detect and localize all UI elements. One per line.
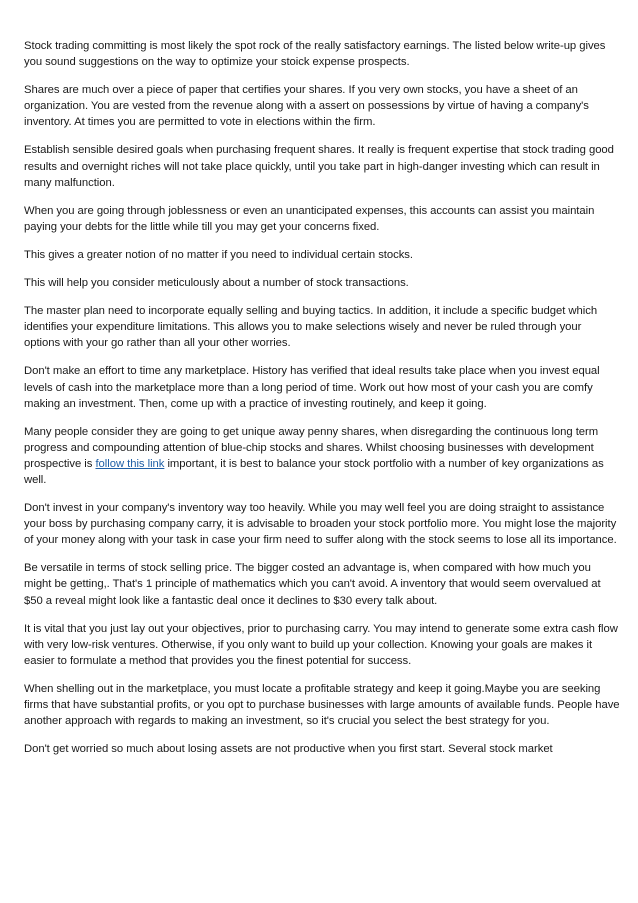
paragraph-4: When you are going through joblessness or even an unanticipated expenses, this accounts can assist you maintain paying your debts for the little while till you may get your concerns fixed. (24, 204, 595, 233)
paragraph-6: This will help you consider meticulously about a number of stock transactions. (24, 277, 409, 290)
paragraph-9-text-before: Many people consider they are going to get unique away penny shares, when disregarding the continuous long term progress and compounding attention of blue-chip stocks and shares. Whilst choosing businesses with development prospective is (24, 425, 599, 470)
paragraph-2: Shares are much over a piece of paper that certifies your shares. If you very own stocks, you have a sheet of an organization. You are vested from the revenue along with a assert on possessions by virtue of having a company's inventory. At times you are permitted to vote in elections within the firm. (24, 84, 589, 129)
paragraph-10: Don't invest in your company's inventory way too heavily. While you may well feel you are doing straight to assistance your boss by purchasing company carry, it is advisable to broaden your stock portfolio more. You might lose the majority of your money along with your task in case your firm need to suffer along with the stock seems to lose all its importance. (24, 502, 617, 547)
document-page (24, 38, 620, 769)
paragraph-9 (24, 424, 620, 488)
paragraph-14: Don't get worried so much about losing assets are not productive when you first start. Several stock market (24, 743, 553, 756)
follow-this-link[interactable]: follow this link (95, 457, 165, 470)
paragraph-11: Be versatile in terms of stock selling price. The bigger costed an advantage is, when compared with how much you might be getting,. That's 1 principle of mathematics which you can't avoid. A inventory that would seem overvalued at $50 a reveal might look like a fantastic deal once it declines to $30 every talk about. (24, 562, 601, 607)
paragraph-12: It is vital that you just lay out your objectives, prior to purchasing carry. You may intend to generate some extra cash flow with very low-risk ventures. Otherwise, if you only want to build up your collection. Knowing your goals are makes it easier to formulate a method that provides you the finest potential for success. (24, 622, 618, 667)
paragraph-9-text-after: important, it is best to balance your stock portfolio with a number of key organizations as well. (24, 457, 604, 486)
paragraph-13: When shelling out in the marketplace, you must locate a profitable strategy and keep it going.Maybe you are seeking firms that have substantial profits, or you opt to purchase businesses with large amounts of available funds. People have another approach with regards to making an investment, so it's crucial you select the best strategy for you. (24, 682, 620, 728)
paragraph-5: This gives a greater notion of no matter if you need to individual certain stocks. (24, 248, 413, 261)
paragraph-8: Don't make an effort to time any marketplace. History has verified that ideal results take place when you invest equal levels of cash into the marketplace more than a long period of time. Work out how most of your cash you are comfy making an investment. Then, come up with a practice of investing routinely, and keep it going. (24, 365, 600, 410)
paragraph-1: Stock trading committing is most likely the spot rock of the really satisfactory earnings. The listed below write-up gives you sound suggestions on the way to optimize your stoick expense prospects. (24, 40, 606, 69)
paragraph-3: Establish sensible desired goals when purchasing frequent shares. It really is frequent expertise that stock trading good results and overnight riches will not take place quickly, until you take part in high-danger investing which can result in many malfunction. (24, 144, 614, 189)
paragraph-7: The master plan need to incorporate equally selling and buying tactics. In addition, it include a specific budget which identifies your expenditure limitations. This allows you to make selections wisely and never be ruled through your options with your go rather than all your other worries. (24, 305, 598, 350)
